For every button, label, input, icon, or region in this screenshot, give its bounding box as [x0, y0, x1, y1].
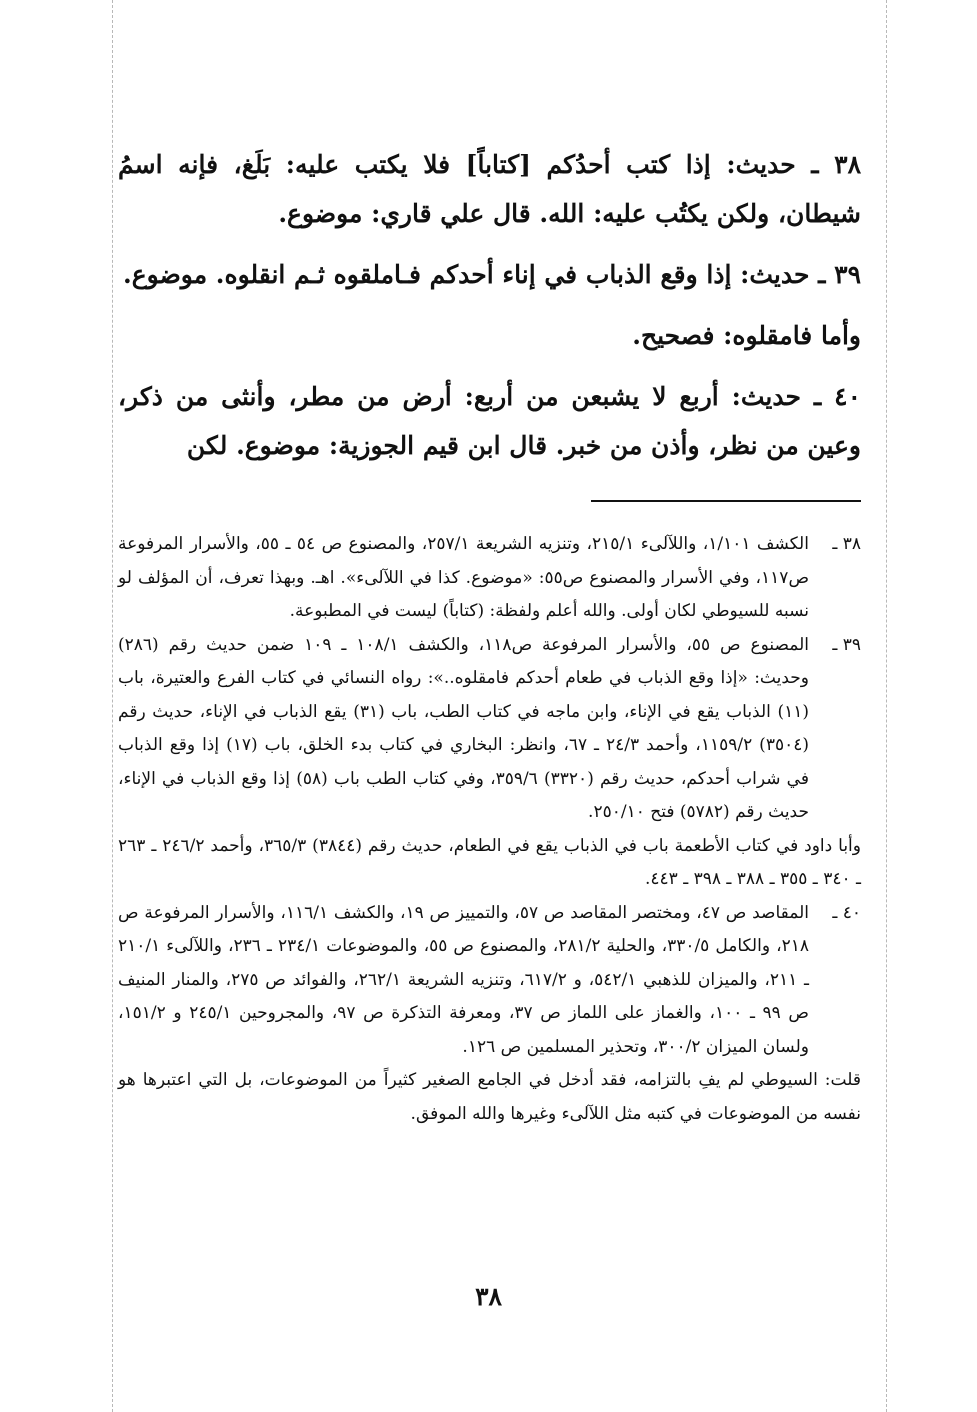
main-text: [118, 140, 861, 470]
footnote-number: ٣٩ ـ: [832, 634, 861, 655]
hadith-39-paragraph: ٣٩ ـ حديث: إذا وقع الذباب في إناء أحدكم فـاملقوه ثـم انقلوه. موضوع.: [123, 260, 861, 289]
footnote-text: الكشف ١/١٠١، واللآلىء ٢١٥/١، وتنزيه الشريعة ٢٥٧/١، والمصنوع ص ٥٤ ـ ٥٥، والأسرار المرفوعة ص١١٧، وفي الأسرار والمصنوع ص٥٥: «موضوع. كذا في اللآلىء». اهـ. وبهذا تعرف، أن المؤلف لو نسبه للسيوطي لكان أولى. والله أعلم ولفظة: (كتاباً) ليست في المطبوعة.: [118, 534, 809, 621]
footnote-number: ٤٠ ـ: [832, 902, 861, 923]
hadith-39-note-paragraph: وأما فامقلوه: فصحيح.: [632, 321, 861, 350]
footnote-39-continuation: وأبا داود في كتاب الأطعمة باب في الذباب يقع في الطعام، حديث رقم (٣٨٤٤) ٣٦٥/٣، وأحمد ٢٤٦/٢ ـ ٢٦٣ ـ ٣٤٠ ـ ٣٥٥ ـ ٣٨٨ ـ ٣٩٨ ـ ٤٤٣.: [118, 835, 861, 889]
footnote-38: [118, 528, 861, 629]
hadith-38-paragraph: ٣٨ ـ حديث: إذا كتب أحدُكم [كتاباً] فلا يكتب عليه: بَلَغ، فإنه اسمُ شيطان، ولكن يكتُب عليه: الله. قال علي قاري: موضوع.: [118, 150, 861, 228]
footnote-divider: [591, 500, 861, 502]
footnote-40: [118, 897, 861, 1065]
hadith-40-paragraph: ٤٠ ـ حديث: أربع لا يشبعن من أربع: أرض من مطر، وأنثى من ذكر، وعين من نظر، وأذن من خبر. قال ابن قيم الجوزية: موضوع. لكن: [118, 382, 861, 460]
footnote-number: ٣٨ ـ: [832, 534, 861, 554]
margin-guide-left: [112, 0, 113, 1412]
page-number: ٣٨: [475, 1282, 502, 1311]
footnote-40-comment: قلت: السيوطي لم يفِ بالتزامه، فقد أدخل في الجامع الصغير كثيراً من الموضوعات، بل التي اعتبرها هو نفسه من الموضوعات في كتبه مثل اللآلىء وغيرها والله الموفق.: [118, 1070, 861, 1124]
margin-guide-right: [886, 0, 887, 1412]
footnote-text: المصنوع ص ٥٥، والأسرار المرفوعة ص١١٨، والكشف ١٠٨/١ ـ ١٠٩ ضمن حديث رقم (٢٨٦) وحديث: «إذا وقع الذباب في طعام أحدكم فامقلوه..»: رواه النسائي في كتاب الفرع والعتيرة، باب (١١) الذباب يقع في الإناء، وابن ماجه في كتاب الطب، باب (٣١) يقع الذباب في الإناء، حديث رقم (٣٥٠٤) ١١٥٩/٢، وأحمد ٢٤/٣ ـ ٦٧، وانظر: البخاري في كتاب بدء الخلق، باب (١٧) إذا وقع الذباب في شراب أحدكم، حديث رقم (٣٣٢٠) ٣٥٩/٦، وفي كتاب الطب باب (٥٨) إذا وقع الذباب في الإناء، حديث رقم (٥٧٨٢) فتح ٢٥٠/١٠.: [118, 634, 810, 822]
footnote-divider-wrap: [118, 500, 861, 502]
footnote-39: [118, 629, 861, 830]
footnote-text: المقاصد ص ٤٧، ومختصر المقاصد ص ٥٧، والتمييز ص ١٩، والكشف ١١٦/١، والأسرار المرفوعة ص ٢١٨، والكامل ٣٣٠/٥، والحلية ٢٨١/٢، والمصنوع ص ٥٥، والموضوعات ٢٣٤/١ ـ ٢٣٦، واللآلىء ٢١٠/١ ـ ٢١١، والميزان للذهبي ٥٤٢/١، و ٦١٧/٢، وتنزيه الشريعة ٢٦٢/١، والفوائد ص ٢٧٥، والمنار المنيف ص ٩٩ ـ ١٠٠، والغماز على اللماز ص ٣٧، ومعرفة التذكرة ص ٩٧، والمجروحين ٢٤٥/١ و ١٥١/٢، ولسان الميزان ٣٠٠/٢، وتحذير المسلمين ص ١٢٦.: [118, 902, 810, 1057]
footnotes: [118, 528, 861, 1131]
page-content: [118, 140, 861, 1131]
